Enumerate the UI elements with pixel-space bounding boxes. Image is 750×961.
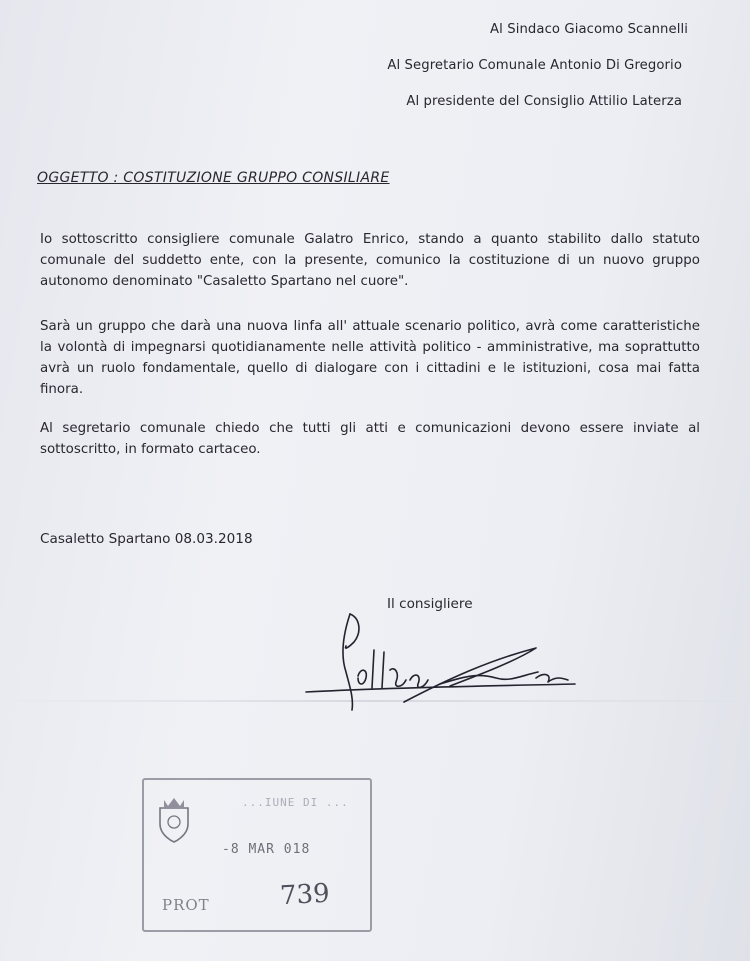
stamp-date: -8 MAR 018: [222, 842, 311, 857]
municipal-crest-icon: [154, 794, 194, 846]
paragraph-group-formation: Io sottoscritto consigliere comunale Galatro Enrico, stando a quanto stabilito dallo statuto comunale del suddetto ente, con la presente, comunico la costituzione di un nuovo gruppo autonomo denominato "Casaletto Spartano nel cuore".: [40, 232, 700, 289]
addressee-secretary: Al Segretario Comunale Antonio Di Gregorio: [387, 58, 682, 73]
stamp-protocol-number: 739: [279, 878, 331, 912]
place-and-date: Casaletto Spartano 08.03.2018: [40, 531, 253, 547]
paragraph-group-purpose: Sarà un gruppo che darà una nuova linfa all' attuale scenario politico, avrà come caratteristiche la volontà di impegnarsi quotidianamente nelle attività politico - amministrative, ma soprattutto avrà un ruolo fondamentale, quello di dialogare con i cittadini e le istituzioni, cosa mai fatta finora.: [40, 319, 700, 397]
paragraph-communications-request: Al segretario comunale chiedo che tutti gli atti e comunicazioni devono essere inviate al sottoscritto, in formato cartaceo.: [40, 421, 700, 457]
stamp-header-text: ...IUNE DI ...: [242, 796, 349, 809]
protocol-stamp: [142, 778, 372, 932]
stamp-protocol-label: PROT: [162, 896, 210, 914]
addressee-council-president: Al presidente del Consiglio Attilio Laterza: [406, 94, 682, 109]
subject-line: OGGETTO : COSTITUZIONE GRUPPO CONSILIARE: [37, 170, 390, 186]
addressee-mayor: Al Sindaco Giacomo Scannelli: [490, 22, 688, 37]
closing-title: Il consigliere: [387, 596, 473, 612]
handwritten-signature: [300, 606, 590, 716]
